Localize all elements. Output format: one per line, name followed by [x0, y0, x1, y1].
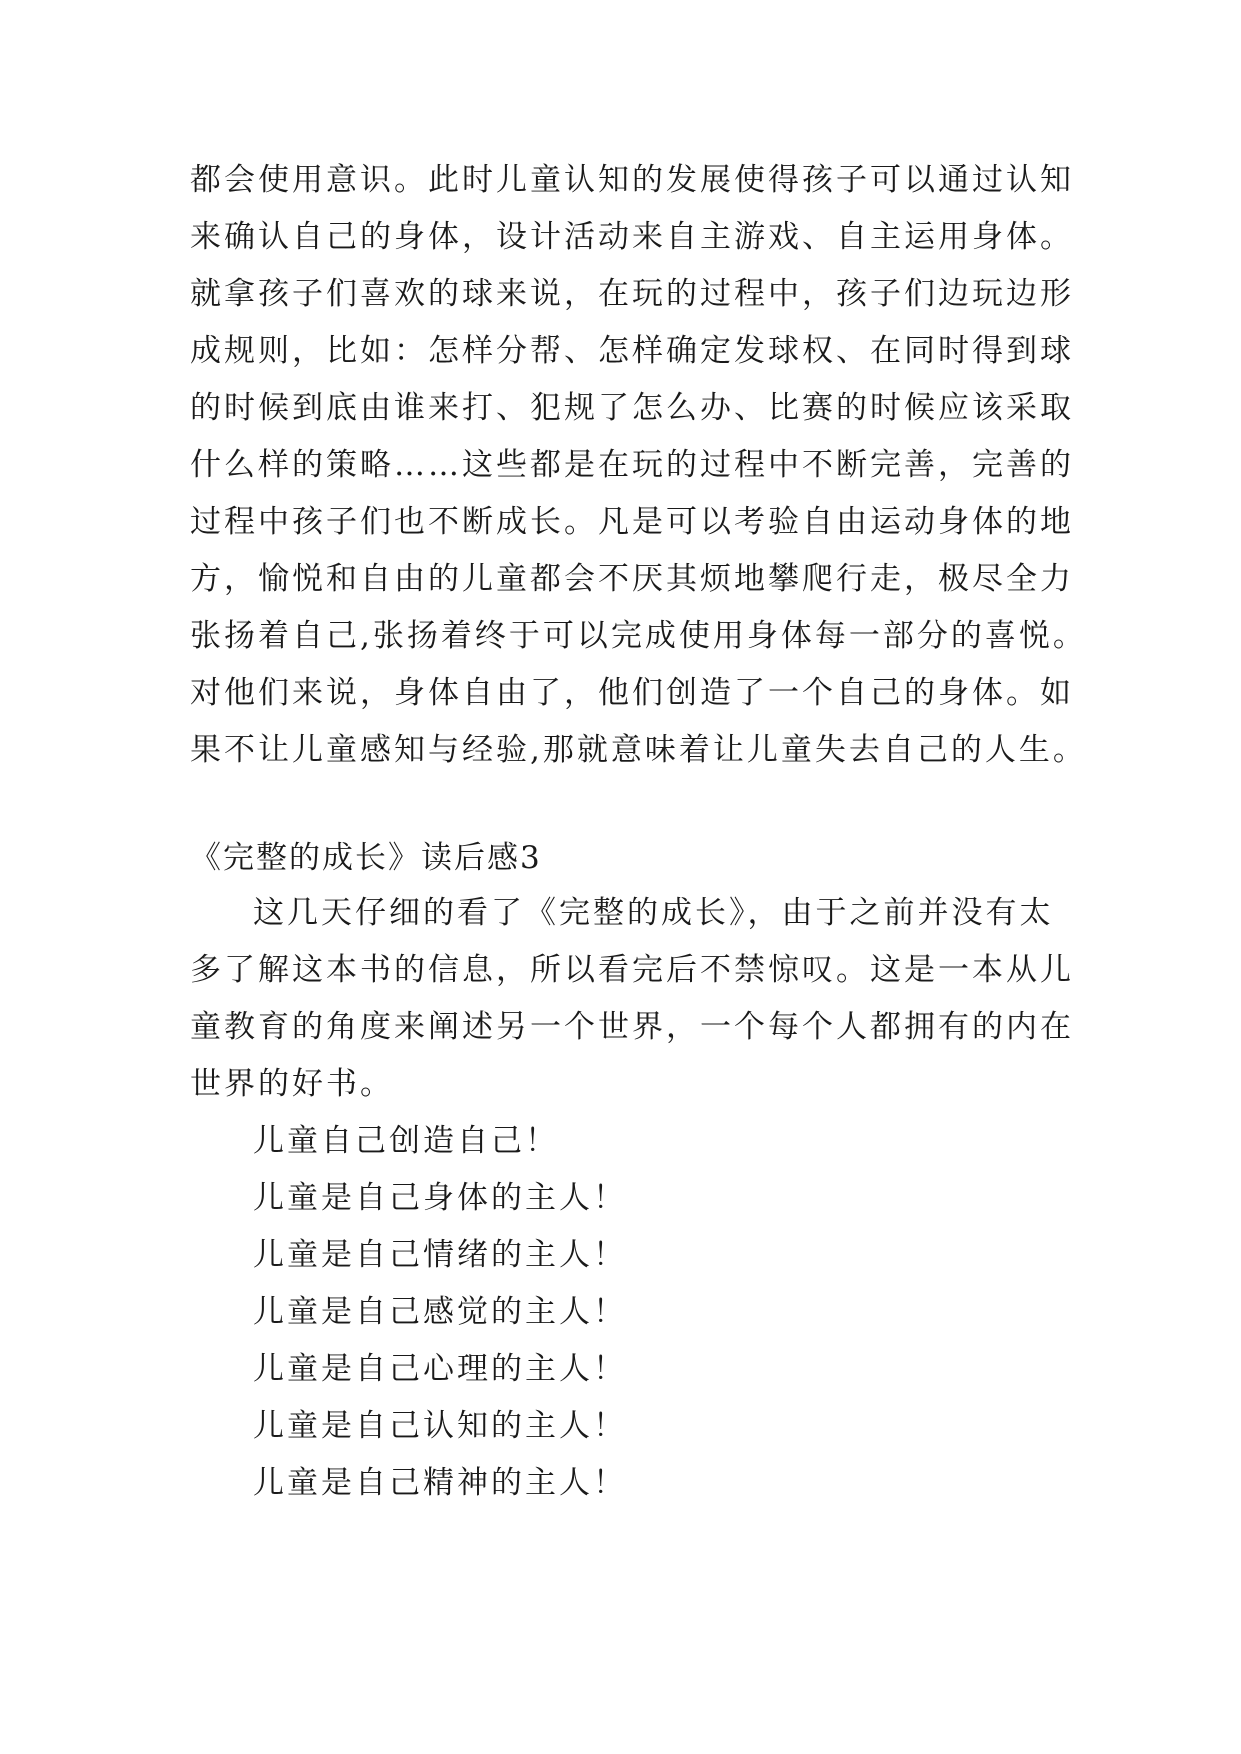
- statement-item: 儿童是自己身体的主人！: [253, 1180, 627, 1216]
- paragraph-line: 的时候到底由谁来打、犯规了怎么办、比赛的时候应该采取: [190, 390, 1074, 426]
- paragraph-line: 多了解这本书的信息，所以看完后不禁惊叹。这是一本从儿: [190, 952, 1074, 988]
- statement-item: 儿童是自己精神的主人！: [253, 1465, 627, 1501]
- statement-item: 儿童是自己情绪的主人！: [253, 1237, 627, 1273]
- statement-item: 儿童是自己感觉的主人！: [253, 1294, 627, 1330]
- paragraph-line: 都会使用意识。此时儿童认知的发展使得孩子可以通过认知: [190, 162, 1074, 198]
- paragraph-line: 果不让儿童感知与经验,那就意味着让儿童失去自己的人生。: [190, 732, 1087, 768]
- paragraph-line: 对他们来说，身体自由了，他们创造了一个自己的身体。如: [190, 675, 1074, 711]
- statement-item: 儿童是自己认知的主人！: [253, 1408, 627, 1444]
- paragraph-line: 成规则，比如：怎样分帮、怎样确定发球权、在同时得到球: [190, 333, 1074, 369]
- paragraph-line: 这几天仔细的看了《完整的成长》，由于之前并没有太: [253, 895, 1054, 931]
- paragraph-line: 过程中孩子们也不断成长。凡是可以考验自由运动身体的地: [190, 504, 1074, 540]
- statement-item: 儿童自己创造自己！: [253, 1123, 559, 1159]
- paragraph-line: 来确认自己的身体，设计活动来自主游戏、自主运用身体。: [190, 219, 1074, 255]
- statement-item: 儿童是自己心理的主人！: [253, 1351, 627, 1387]
- paragraph-line: 张扬着自己,张扬着终于可以完成使用身体每一部分的喜悦。: [190, 618, 1087, 654]
- paragraph-line: 就拿孩子们喜欢的球来说，在玩的过程中，孩子们边玩边形: [190, 276, 1074, 312]
- paragraph-line: 童教育的角度来阐述另一个世界，一个每个人都拥有的内在: [190, 1009, 1074, 1045]
- section-title: 《完整的成长》读后感3: [190, 840, 542, 876]
- paragraph-line: 什么样的策略……这些都是在玩的过程中不断完善，完善的: [190, 447, 1074, 483]
- paragraph-line: 世界的好书。: [190, 1066, 394, 1102]
- paragraph-line: 方，愉悦和自由的儿童都会不厌其烦地攀爬行走，极尽全力: [190, 561, 1074, 597]
